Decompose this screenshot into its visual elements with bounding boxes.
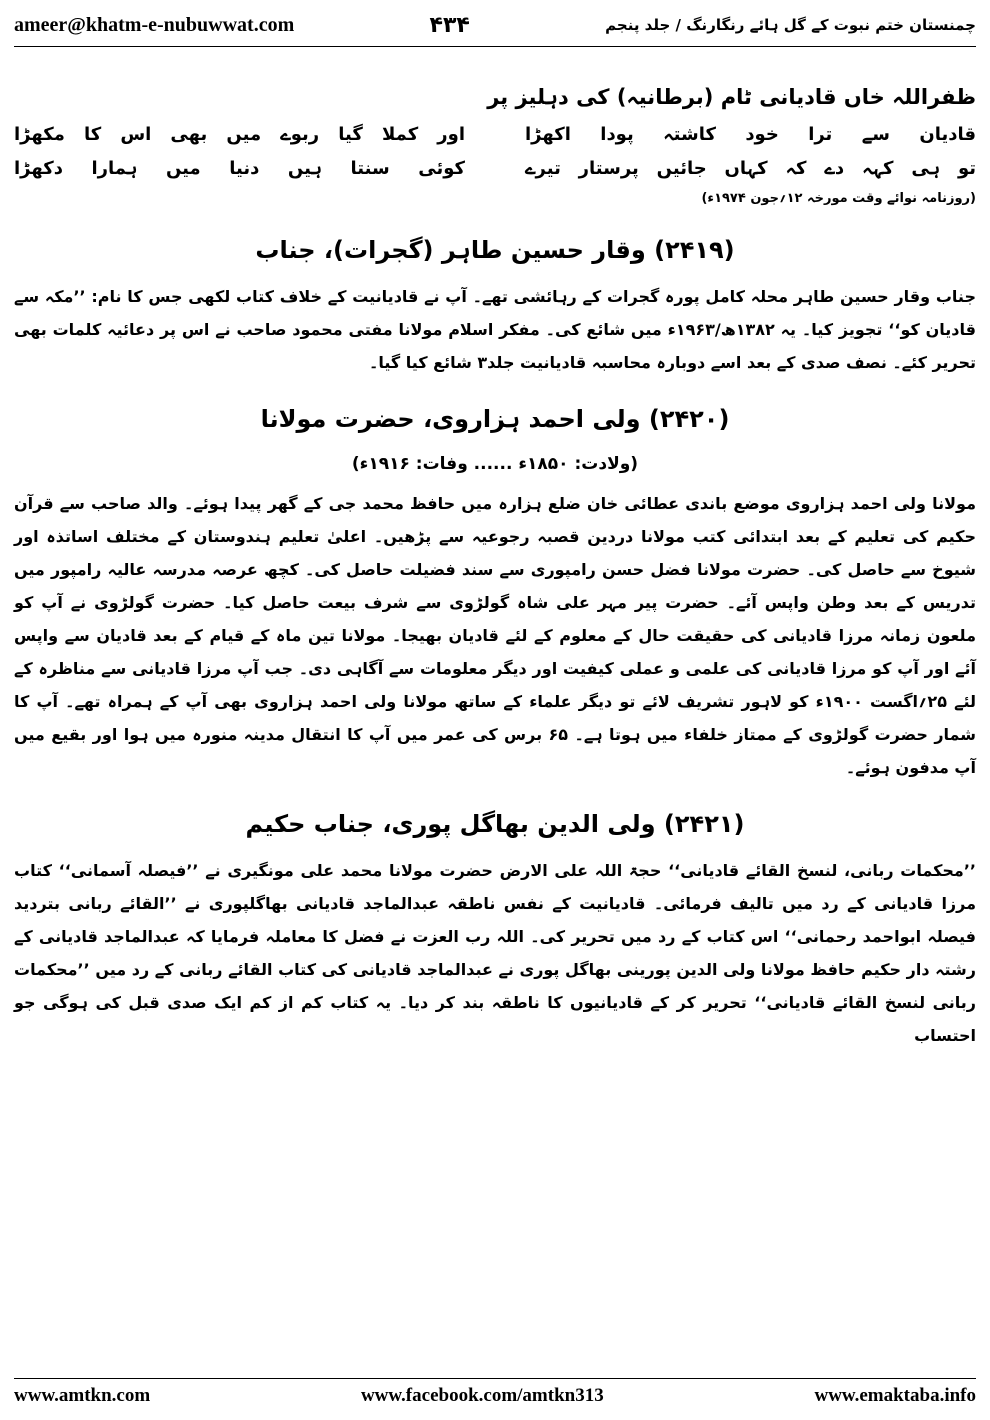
section-heading: (۲۴۱۹) وقار حسین طاہر (گجرات)، جناب xyxy=(255,236,735,264)
section-2420 xyxy=(14,401,976,784)
verse-line: کوئی سنتا ہیں دنیا میں ہمارا دکھڑا xyxy=(14,158,465,179)
section-heading: (۲۴۲۰) ولی احمد ہزاروی، حضرت مولانا xyxy=(260,405,730,433)
verse-line: اور کملا گیا ربوے میں بھی اس کا مکھڑا xyxy=(14,124,465,145)
section-paragraph: ’’محکمات ربانی، لنسخ القائے قادیانی‘‘ حجۃ اللہ علی الارض حضرت مولانا محمد علی مونگیری نے ’’فیصلہ آسمانی‘‘ کتاب مرزا قادیانی کے رد میں تالیف فرمائی۔ قادیانیت کے نفس ناطقہ عبدالماجد قادیانی بھاگلپوری نے ’’القائے ربانی بتردید فیصلہ ابواحمد رحمانی‘‘ اس کتاب کے رد میں تحریر کی۔ اللہ رب العزت نے فضل کا معاملہ فرمایا کہ عبدالماجد قادیانی کے رشتہ دار حکیم حافظ مولانا ولی الدین پورینی بھاگل پوری نے عبدالماجد قادیانی کی کتاب القائے ربانی کے رد میں ’’محکمات ربانی لنسخ القائے قادیانی‘‘ تحریر کر کے قادیانیوں کا ناطقہ بند کر دیا۔ یہ کتاب کم از کم ایک صدی قبل کی ہوگی جو احتساب xyxy=(14,861,976,1045)
section-2419 xyxy=(14,232,976,379)
section-heading: (۲۴۲۱) ولی الدین بھاگل پوری، جناب حکیم xyxy=(245,810,745,838)
footer-link-left[interactable]: www.amtkn.com xyxy=(14,1385,151,1406)
footer-link-right[interactable]: www.emaktaba.info xyxy=(814,1385,976,1406)
section-2421 xyxy=(14,806,976,1052)
verse-line: تو ہی کہہ دے کہ کہاں جائیں پرستار تیرے xyxy=(525,158,976,179)
footer-link-center[interactable]: www.facebook.com/amtkn313 xyxy=(360,1385,604,1406)
page-content xyxy=(14,82,976,1052)
book-title: چمنستان ختم نبوت کے گل ہائے رنگارنگ / جلد پنجم xyxy=(605,16,976,34)
page-header xyxy=(14,8,976,42)
verse-line: قادیان سے ترا خود کاشتہ پودا اکھڑا xyxy=(525,124,976,145)
poem-verses xyxy=(14,118,976,186)
birth-death-dates: (ولادت: ۱۸۵۰ء ...... وفات: ۱۹۱۶ء) xyxy=(351,454,639,474)
page-number: ۴۳۴ xyxy=(429,12,470,38)
header-rule xyxy=(14,46,976,47)
poem-title: ظفراللہ خاں قادیانی ٹام (برطانیہ) کی دہلیز پر xyxy=(487,85,976,109)
header-email[interactable]: ameer@khatm-e-nubuwwat.com xyxy=(14,13,295,36)
poem-source: (روزنامہ نوائے وقت مورخہ ۱۲؍جون ۱۹۷۴ء) xyxy=(701,191,976,206)
page-footer xyxy=(14,1382,976,1410)
section-paragraph: مولانا ولی احمد ہزاروی موضع باندی عطائی خان ضلع ہزارہ میں حافظ محمد جی کے گھر پیدا ہوئے۔ والد صاحب سے قرآن حکیم کی تعلیم کے بعد ابتدائی کتب مولانا دردین قصبہ رجوعیہ سے پڑھیں۔ اعلیٰ تعلیم ہندوستان کے مختلف اساتذہ اور شیوخ سے حاصل کی۔ حضرت مولانا فضل حسن رامپوری سے سند فضیلت حاصل کی۔ کچھ عرصہ مدرسہ عالیہ رامپور میں تدریس کے بعد وطن واپس آئے۔ حضرت پیر مہر علی شاہ گولڑوی سے شرف بیعت حاصل کیا۔ حضرت گولڑوی نے آپ کو ملعون زمانہ مرزا قادیانی کی حقیقت حال کے معلوم کے لئے قادیان بھیجا۔ مولانا تین ماہ کے قیام کے بعد قادیان سے واپس آئے اور آپ کو مرزا قادیانی کی علمی و عملی کیفیت اور دیگر معلومات سے آگاہی دی۔ جب آپ مرزا قادیانی سے مناظرہ کے لئے ۲۵؍اگست ۱۹۰۰ء کو لاہور تشریف لائے تو دیگر علماء کے ساتھ مولانا ولی احمد ہزاروی بھی آپ کے ہمراہ تھے۔ آپ کا شمار حضرت گولڑوی کے ممتاز خلفاء میں ہوتا ہے۔ ۶۵ برس کی عمر میں آپ کا انتقال مدینہ منورہ میں ہوا اور بقیع میں آپ مدفون ہوئے۔ xyxy=(14,494,977,777)
footer-rule xyxy=(14,1378,976,1379)
section-paragraph: جناب وقار حسین طاہر محلہ کامل پورہ گجرات کے رہائشی تھے۔ آپ نے قادیانیت کے خلاف کتاب لکھی جس کا نام: ’’مکہ سے قادیان کو‘‘ تجویز کیا۔ یہ ۱۳۸۲ھ/۱۹۶۳ء میں شائع کی۔ مفکر اسلام مولانا مفتی محمود صاحب نے اس پر دعائیہ کلمات بھی تحریر کئے۔ نصف صدی کے بعد اسے دوبارہ محاسبہ قادیانیت جلد۳ شائع کیا گیا۔ xyxy=(14,287,976,372)
